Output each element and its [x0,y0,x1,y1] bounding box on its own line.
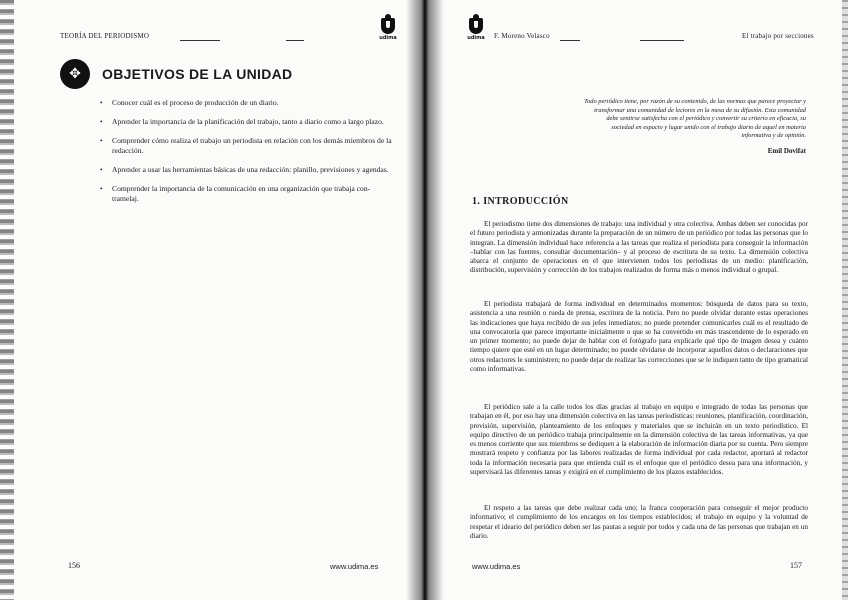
list-item: • Comprender la importancia de la comunicación en una organización que trabaja con-tramelaj. [100,184,371,203]
header-rule [286,40,304,41]
udima-logo [466,18,486,41]
site-url: www.udima.es [472,562,521,571]
book-gutter [406,0,444,600]
udima-logo-icon [381,18,395,34]
epigraph-author: Emil Dovifat [767,147,806,155]
section-title: 1. INTRODUCCIÓN [472,196,569,207]
body-paragraph: El periodismo tiene dos dimensiones de trabajo: una individual y otra colectiva. Ambas deben ser conocidas por el futuro periodista y armonizadas durante la preparación de un número de un periódico por todas las personas que lo integran. La dimensión individual hace referencia a las tareas que realiza el periodista para conseguir la información –hablar con las fuentes, consultar documentación– y al proceso de escritura de su texto. La dimensión colectiva abarca el conjunto de operaciones en el que intervienen todos los periodistas de un medio: planificación, distribución, supervisión y corrección de los trabajos realizados de forma más o menos individual o grupal. [470,220,808,275]
list-item: • Comprender cómo realiza el trabajo un periodista en relación con los demás miembros de la redacción. [100,136,392,155]
objectives-list [96,98,396,213]
epigraph-quote: Todo periódico tiene, por razón de su contenido, de las normas que parece proyectar y transformar una comunidad de lectores en la mesa de su difusión. Esta comunidad debe sentirse satisfecha con el periódico y convertir su criterio en eficacia, su sociedad en espacio y lugar unido con el trabajo diario de aquel en materia informativa y de opinión. [584,98,806,140]
crosshair-arrows-icon: ✥ [60,59,90,89]
body-paragraph: El periodista trabajará de forma individual en determinados momentos: búsqueda de datos para su texto, asistencia a una reunión o rueda de prensa, escritura de la noticia. Pero no puede olvidar durante estas operaciones las indicaciones que haya recibido de sus jefes inmediatos; no puede pretender comunicarles cuál es el resultado de una convocatoria que parece importante inicialmente o que se ha convertido en más trascendente de lo esperado en un primer momento; no puede dejar de hablar con el fotógrafo para explicarle qué tipo de imagen desea y cuánto tiempo quiere que esté en un lugar determinado; no puede olvidarse de incorporar aquellos datos o declaraciones que otros redactores le suministren; no puede dejar de realizar las correcciones que se le indiquen tanto de tipo gramatical como informativas. [470,300,808,374]
page-number: 156 [68,561,80,570]
objectives-title: OBJETIVOS DE LA UNIDAD [102,66,293,82]
site-url: www.udima.es [330,562,379,571]
udima-logo [378,18,398,41]
header-rule [560,40,580,41]
page-number: 157 [790,561,802,570]
list-item: • Aprender a usar las herramientas básicas de una redacción: planillo, previsiones y agendas. [100,165,389,174]
body-paragraph: El respeto a las tareas que debe realizar cada uno; la franca cooperación para conseguir el mejor producto informativo; el cumplimiento de los encargos en los tiempos establecidos; el trabajo en equipo y la voluntad de respetar el ideario del periódico deben ser las pautas a seguir por todos y cada una de las personas que trabajan en un diario. [470,504,808,540]
logo-text: udima [379,35,397,41]
scan-edge [842,0,848,600]
body-paragraph: El periódico sale a la calle todos los días gracias al trabajo en equipo e integrado de todas las personas que trabajan en él, por eso hay una dimensión colectiva en las tareas periodísticas: reuniones, planificación, coordinación, previsión, supervisión, planteamiento de los enfoques y materiales que se incluirán en un texto periodístico. El equipo directivo de un periódico trabaja principalmente en la dimensión colectiva de las tareas informativas, ya que es menos corriente que sus miembros se dediquen a la elaboración de información diaria por su cuenta. Pero siempre mostrará respeto y confianza por las labores realizadas de forma individual por cada redactor, aportará al redactor toda la información necesaria para que entienda cuál es el enfoque que el periódico desea para una información, y supervisará las diferentes tareas y exigirá en el cumplimiento de los plazos establecidos. [470,403,808,477]
running-head-author: F. Moreno Velasco [494,32,550,40]
list-item: • Conocer cuál es el proceso de producción de un diario. [100,98,279,107]
header-rule [180,40,220,41]
running-head: TEORÍA DEL PERIODISMO [60,32,150,40]
header-rule [640,40,684,41]
logo-text: udima [467,35,485,41]
right-page [424,0,848,600]
scan-edge [0,0,14,600]
list-item: • Aprender la importancia de la planificación del trabajo, tanto a diario como a largo plazo. [100,117,384,126]
running-head-chapter: El trabajo por secciones [742,32,814,40]
udima-logo-icon [469,18,483,34]
